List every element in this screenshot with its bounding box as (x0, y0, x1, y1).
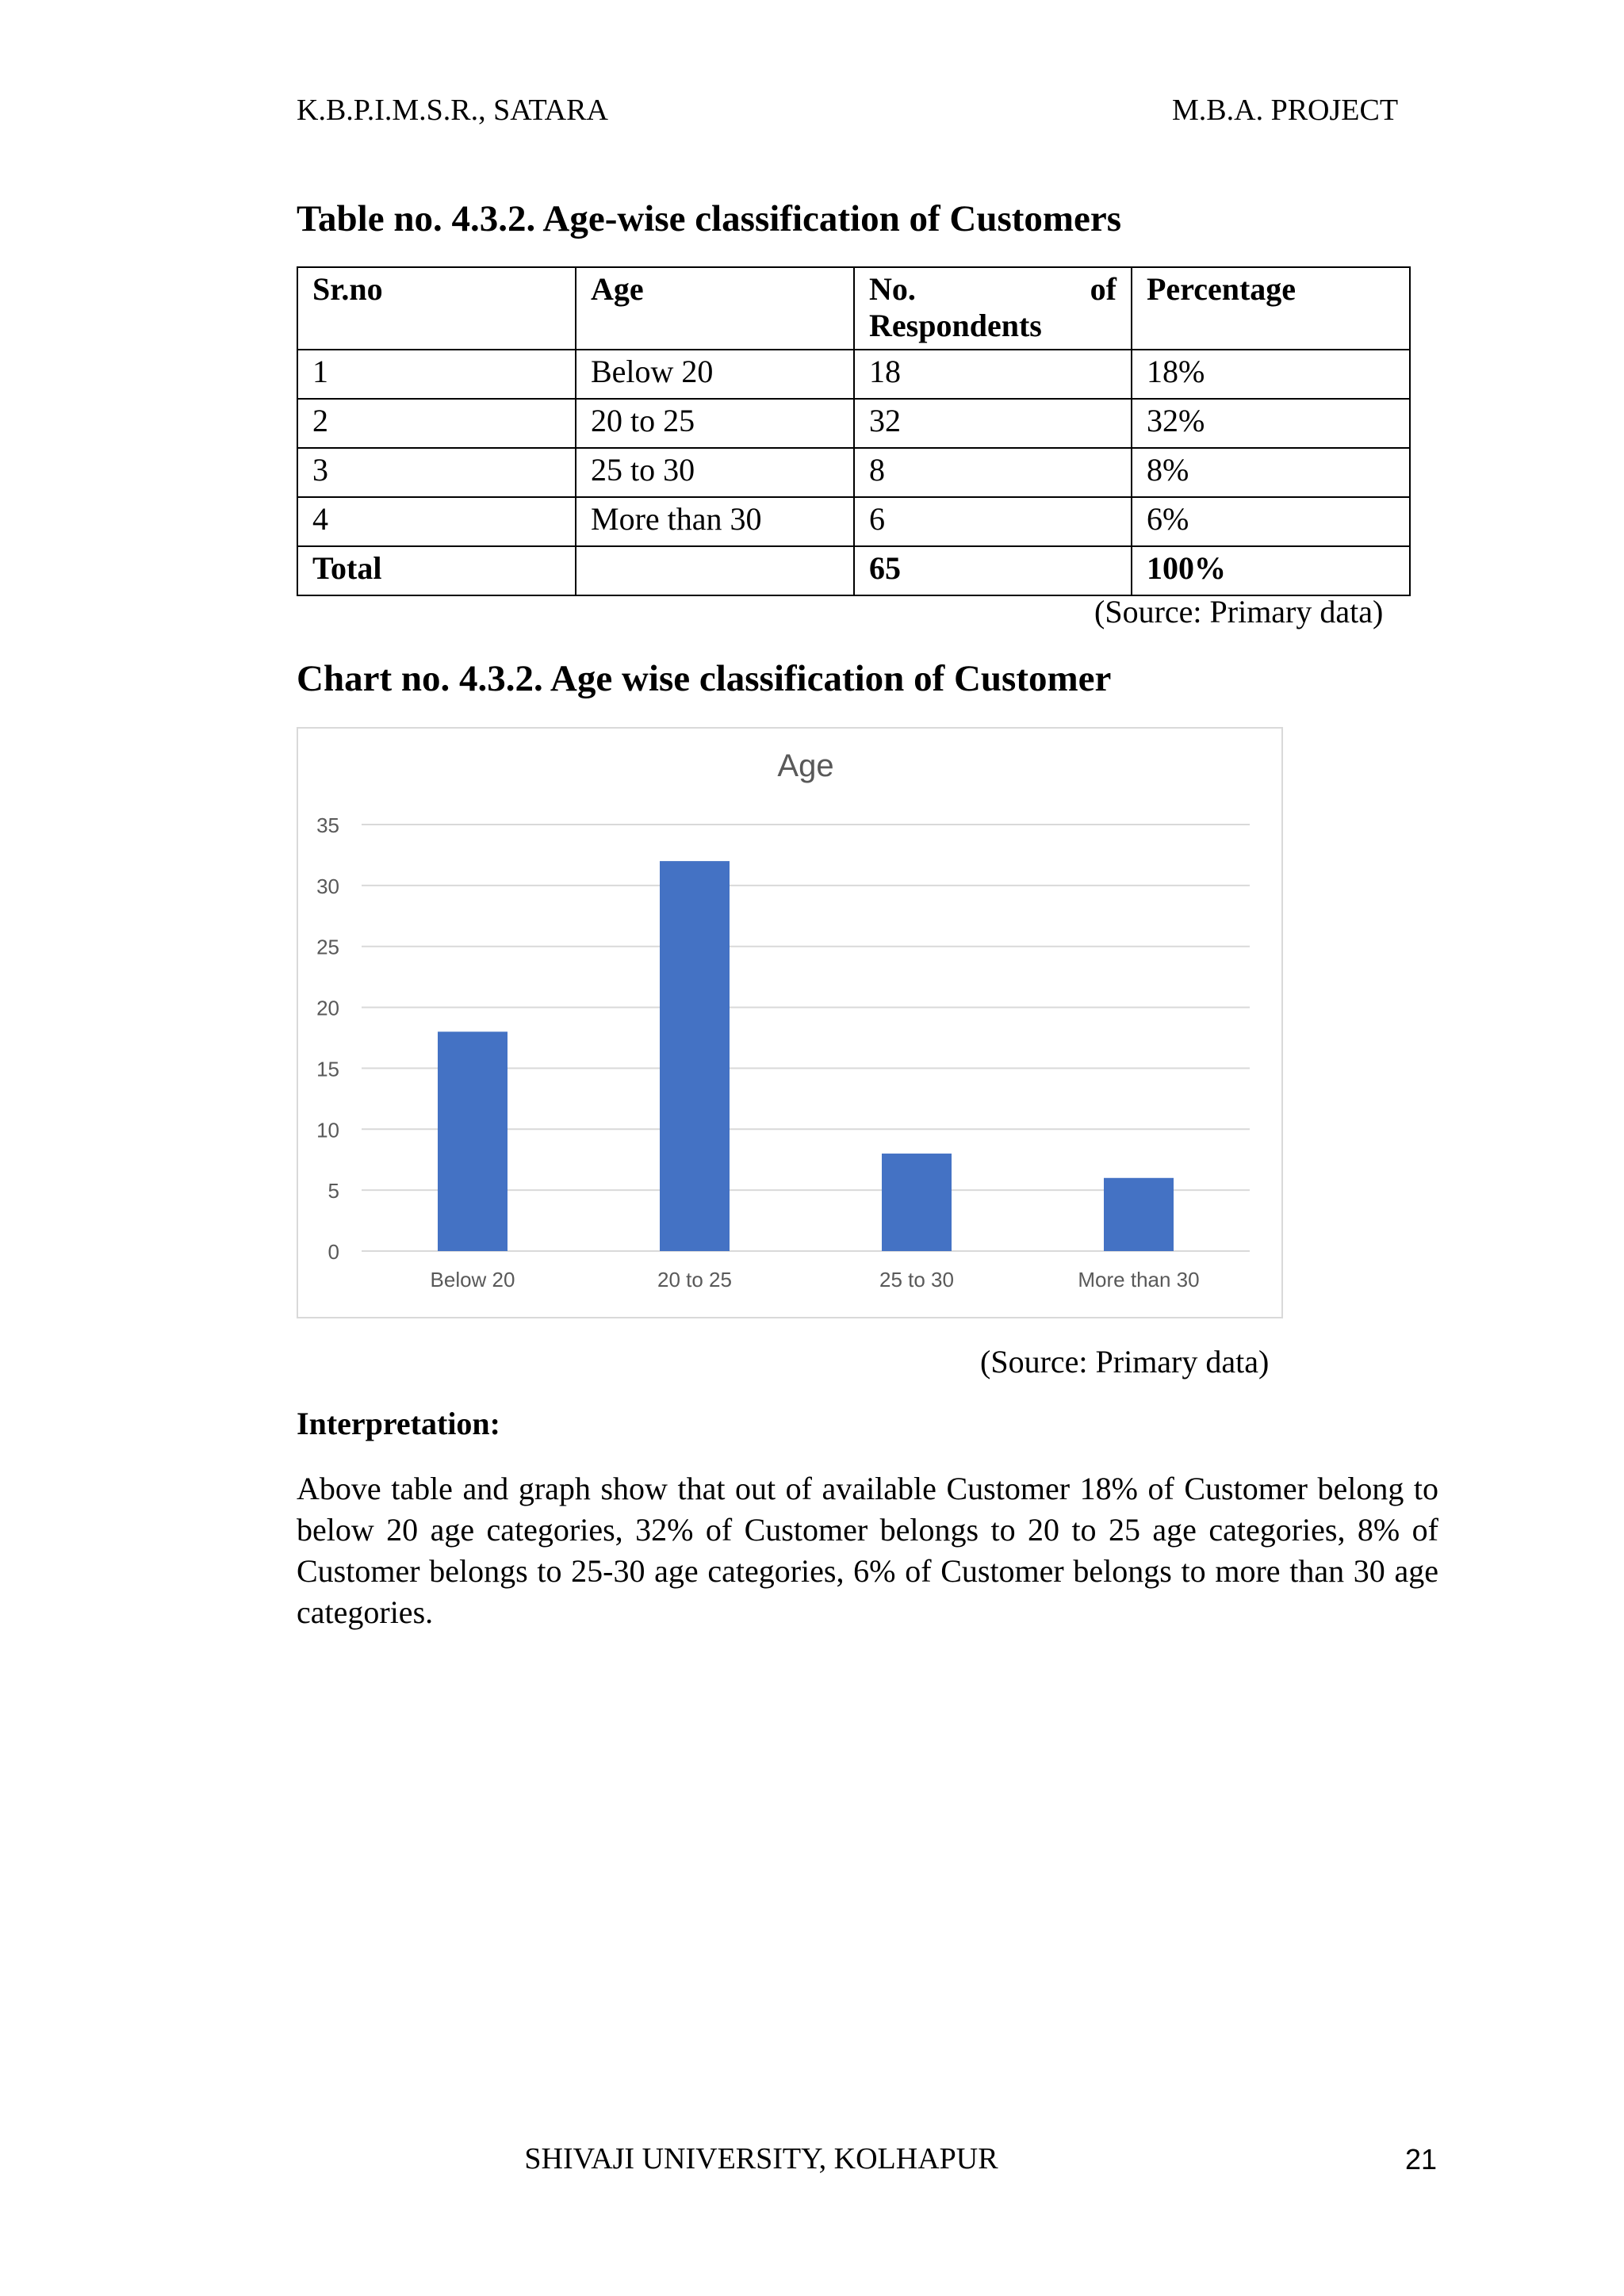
cell-age: 20 to 25 (576, 399, 854, 448)
table-source-note: (Source: Primary data) (1094, 594, 1384, 629)
chart-bar (438, 1031, 508, 1251)
cell-total-age (576, 546, 854, 595)
cell-srno: 4 (297, 497, 576, 546)
cell-srno: 3 (297, 448, 576, 497)
y-tick-label: 0 (327, 1240, 339, 1264)
y-tick-label: 25 (316, 935, 339, 959)
table-row (297, 448, 1410, 497)
cell-age: More than 30 (576, 497, 854, 546)
y-tick-label: 30 (316, 874, 339, 898)
chart-x-category-labels (431, 1268, 1200, 1292)
x-category-label: Below 20 (430, 1268, 515, 1292)
cell-age: Below 20 (576, 350, 854, 399)
cell-respondents: 8 (854, 448, 1132, 497)
cell-percentage: 8% (1132, 448, 1410, 497)
column-header-percentage: Percentage (1132, 267, 1410, 350)
cell-percentage: 32% (1132, 399, 1410, 448)
chart-source-note: (Source: Primary data) (980, 1344, 1270, 1380)
x-category-label: 20 to 25 (657, 1268, 732, 1292)
footer-university: SHIVAJI UNIVERSITY, KOLHAPUR (524, 2142, 998, 2175)
chart-canvas (298, 729, 1281, 1317)
column-header-respondents-word-3: Respondents (869, 308, 1042, 343)
cell-total-percentage: 100% (1132, 546, 1410, 595)
page-number: 21 (1405, 2143, 1438, 2175)
interpretation-heading: Interpretation: (297, 1406, 500, 1441)
chart-bar (660, 861, 730, 1251)
cell-percentage: 18% (1132, 350, 1410, 399)
table-row (297, 399, 1410, 448)
chart-bar (882, 1154, 952, 1251)
column-header-age: Age (576, 267, 854, 350)
header-institute: K.B.P.I.M.S.R., SATARA (297, 94, 608, 127)
cell-total-respondents: 65 (854, 546, 1132, 595)
column-header-respondents-word-2: of (1090, 271, 1116, 307)
age-classification-table (297, 266, 1411, 596)
chart-bars (438, 861, 1174, 1251)
table-header-row (297, 267, 1410, 350)
x-category-label: 25 to 30 (879, 1268, 954, 1292)
bar-chart (297, 727, 1283, 1318)
header-project: M.B.A. PROJECT (1172, 94, 1399, 127)
column-header-srno: Sr.no (297, 267, 576, 350)
y-tick-label: 20 (316, 996, 339, 1020)
chart-title: Age (777, 748, 834, 783)
x-category-label: More than 30 (1078, 1268, 1200, 1292)
chart-section-title: Chart no. 4.3.2. Age wise classification of Customer (297, 658, 1112, 699)
table-total-row (297, 546, 1410, 595)
cell-srno: 1 (297, 350, 576, 399)
cell-total-label: Total (297, 546, 576, 595)
cell-respondents: 6 (854, 497, 1132, 546)
chart-y-tick-labels (316, 813, 339, 1264)
cell-respondents: 18 (854, 350, 1132, 399)
table-title: Table no. 4.3.2. Age-wise classification of Customers (297, 198, 1122, 239)
y-tick-label: 35 (316, 813, 339, 837)
interpretation-paragraph: Above table and graph show that out of available Customer 18% of Customer belong to below 20 age categories, 32% of Customer belongs to 20 to 25 age categories, 8% of Customer belongs to 25-30 age categories, 6% of Customer belongs to more than 30 age categories. (297, 1471, 1438, 1630)
cell-srno: 2 (297, 399, 576, 448)
y-tick-label: 5 (327, 1179, 339, 1203)
cell-respondents: 32 (854, 399, 1132, 448)
table-row (297, 350, 1410, 399)
table-row (297, 497, 1410, 546)
cell-percentage: 6% (1132, 497, 1410, 546)
chart-bar (1104, 1178, 1174, 1251)
y-tick-label: 15 (316, 1057, 339, 1081)
y-tick-label: 10 (316, 1118, 339, 1142)
cell-age: 25 to 30 (576, 448, 854, 497)
column-header-respondents-word-1: No. (869, 271, 916, 307)
column-header-respondents (854, 267, 1132, 350)
